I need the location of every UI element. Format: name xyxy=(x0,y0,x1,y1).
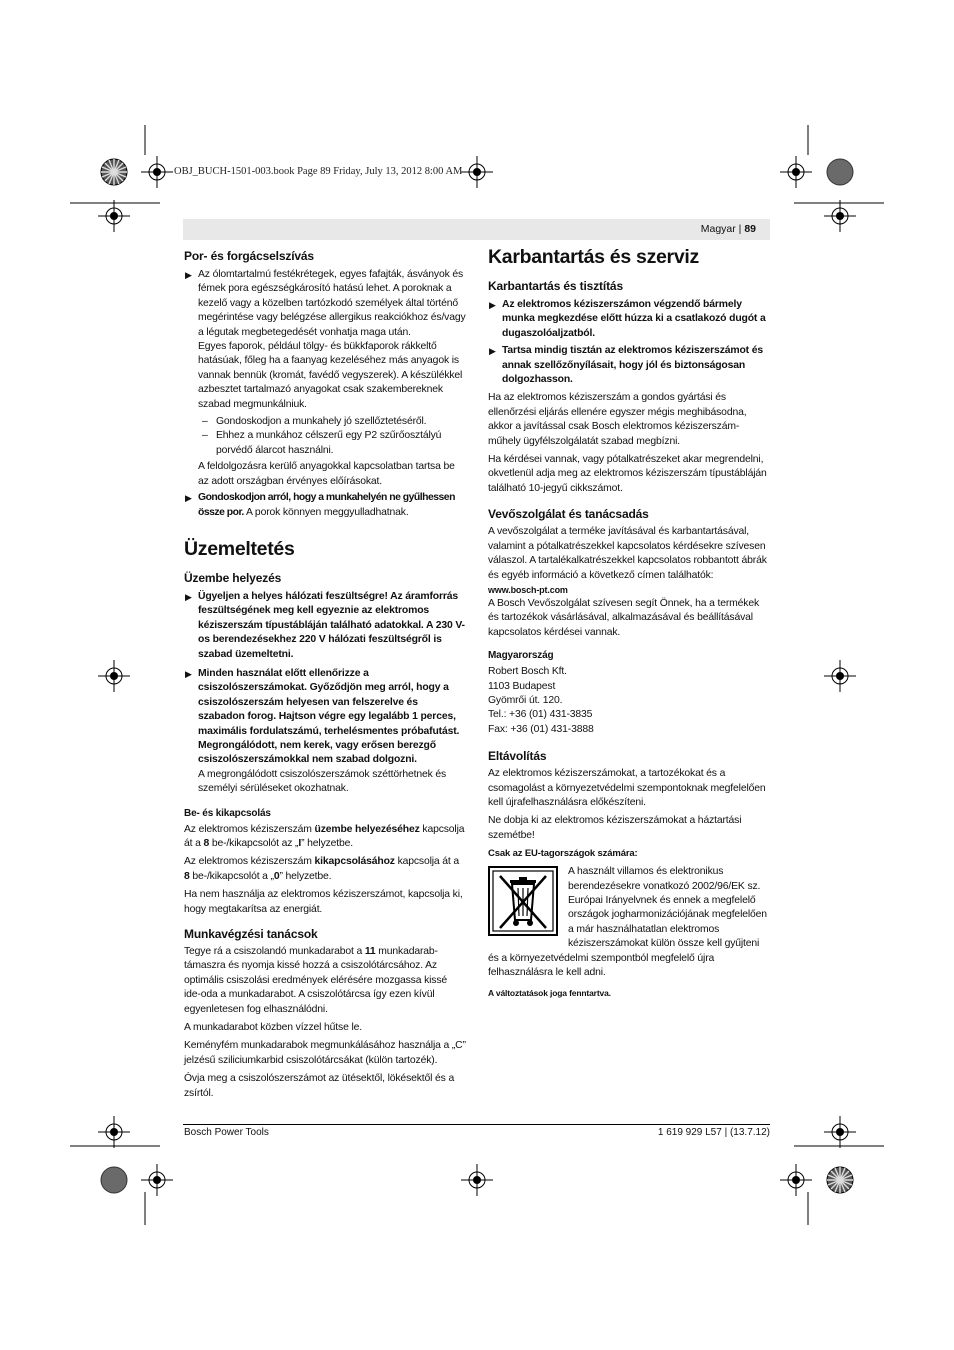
tips-paragraph-4: Óvja meg a csiszolószerszámot az ütésektől, lökésektől és a zsírtól. xyxy=(184,1073,455,1099)
left-column xyxy=(184,247,466,1101)
dust-paragraph-2: Egyes faporok, például tölgy- és bükkfaporok rákkeltő hatásúak, főleg ha a faanyag kezeléséhez más anyagok is vannak bennük (kromát, favédő vegyszerek). A készülékkel azbesztet tartalmazó anyagokat csak szakembereknek szabad megmunkálniuk. xyxy=(198,341,463,410)
maintenance-heading: Karbantartás és szerviz xyxy=(488,246,699,268)
bullet-startup-2: ▶ Minden használat előtt ellenőrizze a csiszolószerszámokat. Győződjön meg arról, hogy a csiszolószerszám helyesen van felszerelve és szabadon forog. Hajtson végre egy legalább 1 perces, maximális fordulatszámú, terhelésmentes próbafutást. Megrongálódott, nem kerek, vagy erősen berezgő csiszolószerszámokkal nem szabad dolgozni. A megrongálódott csiszolószerszámok széttörhetnek és személyi sérüléseket okozhatnak. xyxy=(185,667,460,795)
eu-paragraph: A használt villamos és elektronikus berendezésekre vonatkozó 2002/96/EK sz. Európai Irányelvnek és ennek a megfelelő országok jogharmonizációjának megfelelően a már használhatatlan elektromos kéziszerszámokat külön össze kell gyűjteni és a környezetvédelmi szempontból megfelelő újra felhasználásra le kell adni. xyxy=(488,866,767,979)
bullet-startup-1: ▶ Ügyeljen a helyes hálózati feszültségre! Az áramforrás feszültségének meg kell egyeznie az elektromos kéziszerszám típustábláján található adatokkal. A 230 V-os berendezésekhez 220 V hálózati feszültségről is szabad üzemeltetni. xyxy=(185,590,465,660)
address-fax: Fax: +36 (01) 431-3888 xyxy=(488,723,594,735)
onoff-paragraph-3: Ha nem használja az elektromos kéziszerszámot, kapcsolja ki, hogy megtakarítsa az energiát. xyxy=(184,889,463,915)
bullet-dust-2: ▶ Gondoskodjon arról, hogy a munkahelyén ne gyűlhessen össze por. A porok könnyen meggyulladhatnak. xyxy=(185,492,455,518)
working-tips-heading: Munkavégzési tanácsok xyxy=(184,927,318,942)
bullet-triangle-icon: ▶ xyxy=(489,300,496,310)
address-line-3: Gyömrői út. 120. xyxy=(488,694,563,706)
service-url[interactable]: www.bosch-pt.com xyxy=(488,584,568,595)
bullet-triangle-icon: ▶ xyxy=(185,493,192,504)
page-header-text: Magyar | 89 xyxy=(700,223,756,235)
startup-heading: Üzembe helyezés xyxy=(184,570,282,585)
tips-paragraph-3: Keményfém munkadarabok megmunkálásához használja a „C” jelzésű sziliciumkarbid csiszolótárcsákat (külön tartozék). xyxy=(184,1040,466,1066)
footer-docinfo: 1 619 929 L57 | (13.7.12) xyxy=(657,1127,770,1138)
onoff-heading: Be- és kikapcsolás xyxy=(184,807,271,819)
bullet-dust-1: ▶ Az ólomtartalmú festékrétegek, egyes fafajták, ásványok és fémek pora egészségkárosító hatású lehet. A poroknak a kezelő vagy a közelben tartózkodó személyek által történő megérintése vagy belégzése allergikus reakciókhoz és/vagy a légutak megbetegedését vonhatja maga után. xyxy=(185,269,466,338)
dust-heading: Por- és forgácselszívás xyxy=(184,249,314,263)
page-header-bar xyxy=(183,219,770,240)
bullet-triangle-icon: ▶ xyxy=(185,270,192,280)
dash-item-2: – Ehhez a munkához célszerű egy P2 szűrőosztályú porvédő álarcot használni. xyxy=(202,430,442,456)
bullet-triangle-icon: ▶ xyxy=(185,591,192,602)
dash-item-1: – Gondoskodjon a munkahely jó szellőztetéséről. xyxy=(202,416,427,428)
tips-paragraph-1: Tegye rá a csiszolandó munkadarabot a 11 munkadarab-támaszra és nyomja kissé hozzá a csiszolótárcsához. Az optimális csiszolási eredmények elérésére mozgassa kissé ide-oda a munkadarabot. A csiszolótárcsa így ezen kívül egyenletesen fog elhasználódni. xyxy=(184,946,448,1015)
eu-block xyxy=(488,865,770,980)
operation-heading: Üzemeltetés xyxy=(184,537,295,560)
bullet-triangle-icon: ▶ xyxy=(185,668,192,679)
address-phone: Tel.: +36 (01) 431-3835 xyxy=(488,709,593,721)
address-line-1: Robert Bosch Kft. xyxy=(488,666,567,678)
cleaning-paragraph-1: Ha az elektromos kéziszerszám a gondos gyártási és ellenőrzési eljárás ellenére egyszer mégis meghibásodna, akkor a javítással csak Bosch elektromos kéziszerszám-műhely ügyfélszolgálatát szabad megbízni. xyxy=(488,392,747,447)
disposal-heading: Eltávolítás xyxy=(488,749,547,764)
header-language: Magyar xyxy=(700,223,736,235)
service-heading: Vevőszolgálat és tanácsadás xyxy=(488,507,649,522)
country-heading: Magyarország xyxy=(488,650,554,662)
address-line-2: 1103 Budapest xyxy=(488,680,556,692)
cleaning-paragraph-2: Ha kérdései vannak, vagy pótalkatrészeket akar megrendelni, okvetlenül adja meg az elektromos kéziszerszám típustábláján található 10-jegyű cikkszámot. xyxy=(488,454,767,494)
page-number: 89 xyxy=(744,223,756,235)
weee-crossed-bin-icon xyxy=(488,866,558,936)
print-info-line: OBJ_BUCH-1501-003.book Page 89 Friday, July 13, 2012 8:00 AM xyxy=(174,166,463,177)
onoff-paragraph-1: Az elektromos kéziszerszám üzembe helyezéséhez kapcsolja át a 8 be-/kikapcsolót az „I” helyzetbe. xyxy=(184,823,465,849)
page-footer xyxy=(183,1124,770,1138)
eu-heading: Csak az EU-tagországok számára: xyxy=(488,848,638,860)
service-paragraph-2: A Bosch Vevőszolgálat szívesen segít Önnek, ha a termékek és tartozékok vásárlásával, alkalmazásával és beállításával kapcsolatos kérdései vannak. xyxy=(488,597,759,638)
onoff-paragraph-2: Az elektromos kéziszerszám kikapcsolásához kapcsolja át a 8 be-/kikapcsolót a „0” helyzetbe. xyxy=(184,856,460,882)
footer-brand: Bosch Power Tools xyxy=(184,1127,269,1138)
service-paragraph-1: A vevőszolgálat a terméke javításával és karbantartásával, valamint a pótalkatrészekkel kapcsolatos kérdésekre szívesen válaszol. A tartalékalkatrészekkel kapcsolatos robbantott ábrák és egyéb információ a következő címen találhatók: xyxy=(488,526,767,581)
disposal-paragraph-2: Ne dobja ki az elektromos kéziszerszámokat a háztartási szemétbe! xyxy=(488,815,742,841)
bullet-cleaning-1: ▶ Az elektromos kéziszerszámon végzendő bármely munka megkezdése előtt húzza ki a csatlakozó dugót a dugaszolóaljzatból. xyxy=(489,299,766,339)
right-column xyxy=(488,247,770,1001)
tips-paragraph-2: A munkadarabot közben vízzel hűtse le. xyxy=(184,1022,362,1034)
bullet-triangle-icon: ▶ xyxy=(489,346,496,357)
disposal-paragraph-1: Az elektromos kéziszerszámokat, a tartozékokat és a csomagolást a környezetvédelmi szempontoknak megfelelően kell újrafelhasználásra előkészíteni. xyxy=(488,768,766,808)
cleaning-heading: Karbantartás és tisztítás xyxy=(488,279,623,293)
bullet-cleaning-2: ▶ Tartsa mindig tisztán az elektromos kéziszerszámot és annak szellőzőnyílásait, hogy jól és biztonságosan dolgozhasson. xyxy=(489,345,763,386)
dust-paragraph-3: A feldolgozásra kerülő anyagokkal kapcsolatban tartsa be az adott országban érvényes előírásokat. xyxy=(198,461,455,487)
rights-note: A változtatások joga fenntartva. xyxy=(488,988,611,999)
